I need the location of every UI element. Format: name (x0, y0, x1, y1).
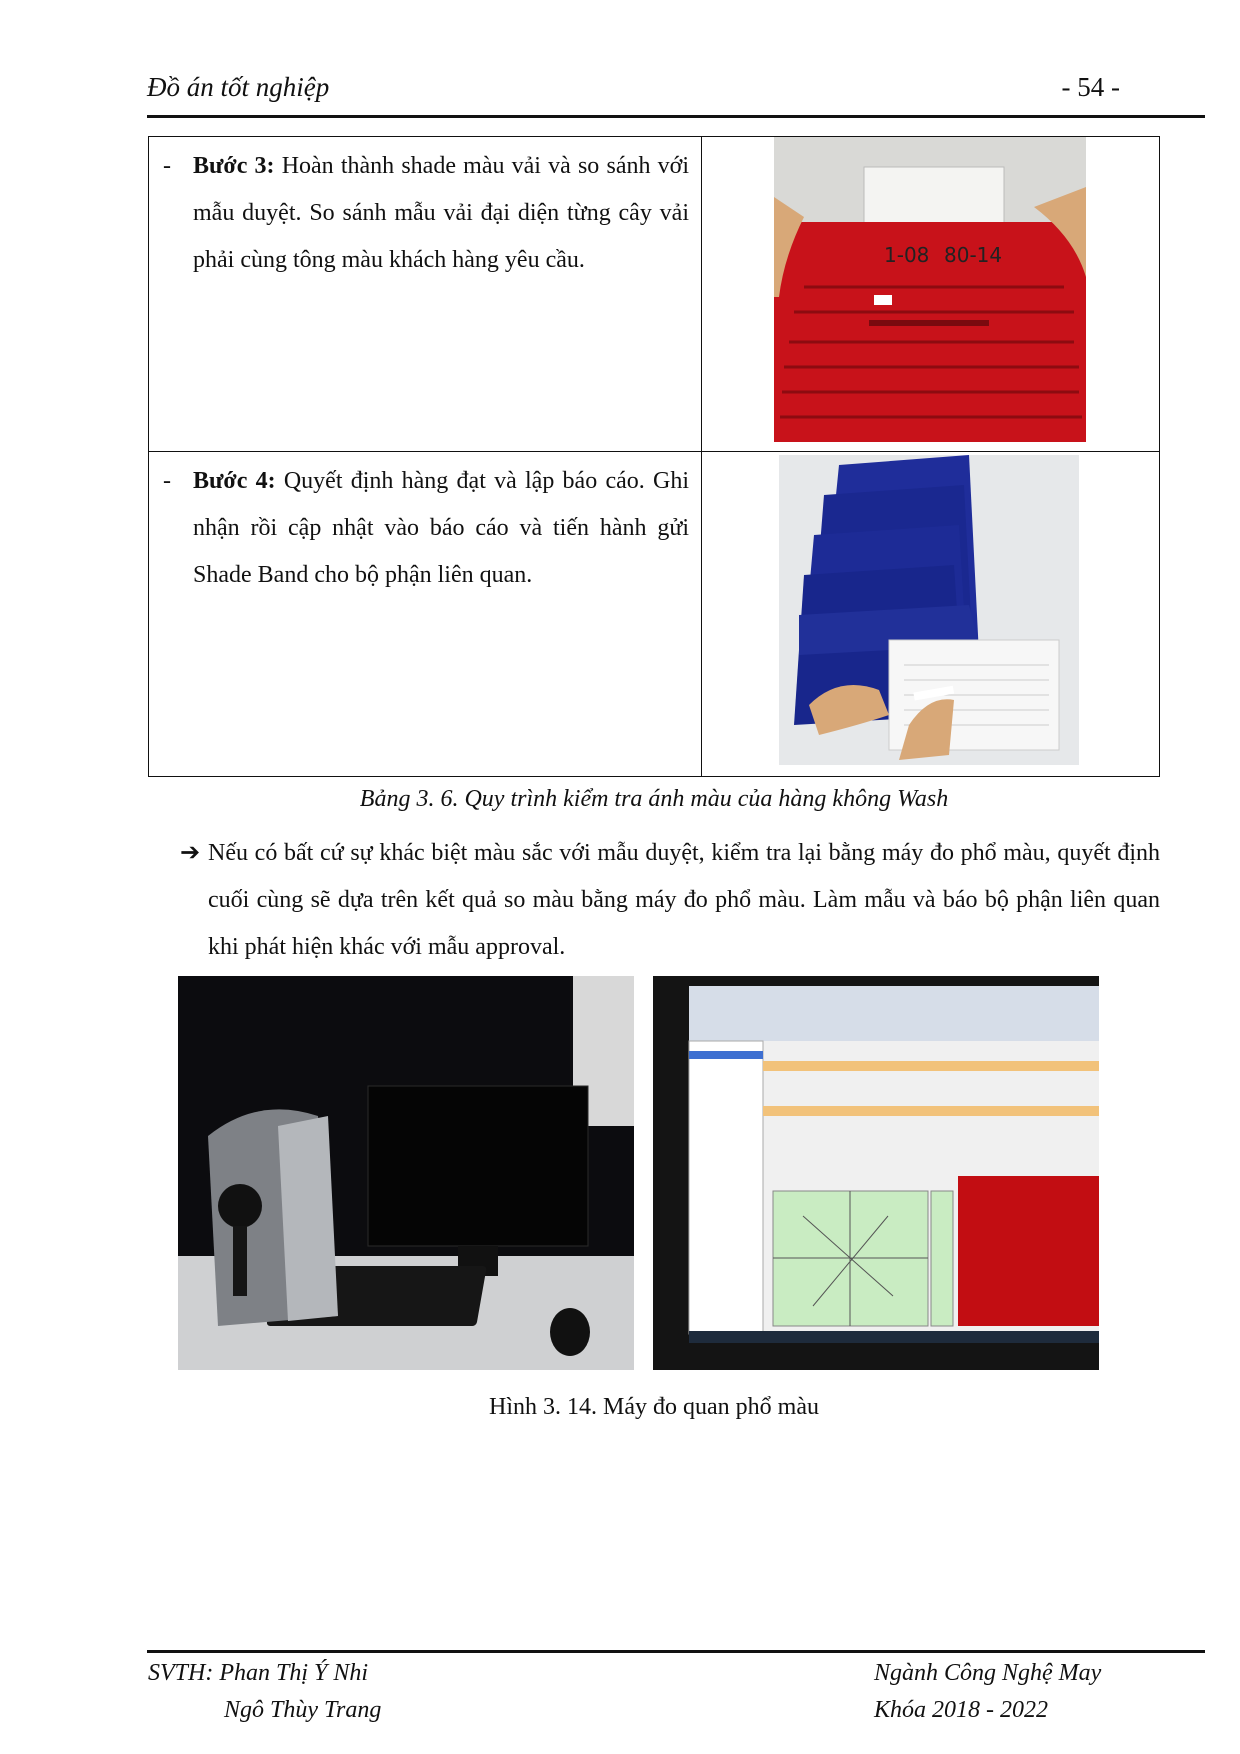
footer-major: Ngành Công Nghệ May (874, 1660, 1102, 1686)
step-label: Bước 4: (193, 468, 276, 494)
spectrophotometer-photo (178, 976, 634, 1370)
table-caption: Bảng 3. 6. Quy trình kiểm tra ánh màu của hàng không Wash (359, 786, 949, 812)
photo-cell (702, 452, 1160, 777)
header-divider (147, 115, 1205, 118)
table-row (149, 137, 1160, 452)
step-cell (149, 452, 702, 777)
photo-cell (702, 137, 1160, 452)
paragraph-text: Nếu có bất cứ sự khác biệt màu sắc với mẫu duyệt, kiểm tra lại bằng máy đo phổ màu, quyết định cuối cùng sẽ dựa trên kết quả so màu bằng máy đo phổ màu. Làm mẫu và báo bộ phận liên quan khi phát hiện khác với mẫu approval. (208, 840, 1160, 960)
list-dash: - (163, 153, 171, 179)
steps-table (148, 136, 1160, 777)
figure-caption: Hình 3. 14. Máy đo quan phổ màu (489, 1394, 819, 1420)
footer-student-1: SVTH: Phan Thị Ý Nhi (148, 1660, 369, 1686)
header-title: Đồ án tốt nghiệp (147, 72, 330, 102)
list-dash: - (163, 468, 171, 494)
red-fabric-photo (774, 137, 1086, 442)
step-text: Quyết định hàng đạt và lập báo cáo. Ghi nhận rồi cập nhật vào báo cáo và tiến hành gửi Shade Band cho bộ phận liên quan. (193, 468, 689, 588)
fabric-tag-1: 1-08 (884, 243, 930, 267)
page-number: - 54 - (1061, 72, 1120, 102)
step-text: Hoàn thành shade màu vải và so sánh với mẫu duyệt. So sánh mẫu vải đại diện từng cây vải phải cùng tông màu khách hàng yêu cầu. (193, 153, 689, 273)
step-label: Bước 3: (193, 153, 275, 179)
footer-student-2: Ngô Thùy Trang (224, 1697, 382, 1723)
footer-course: Khóa 2018 - 2022 (874, 1697, 1048, 1723)
fabric-tag-2: 80-14 (944, 243, 1003, 267)
software-screen-photo (653, 976, 1099, 1370)
blue-fabric-photo (779, 455, 1079, 765)
footer-divider (147, 1650, 1205, 1653)
table-row (149, 452, 1160, 777)
step-cell (149, 137, 702, 452)
conclusion-paragraph (180, 830, 1160, 971)
arrow-icon: ➔ (180, 840, 201, 866)
